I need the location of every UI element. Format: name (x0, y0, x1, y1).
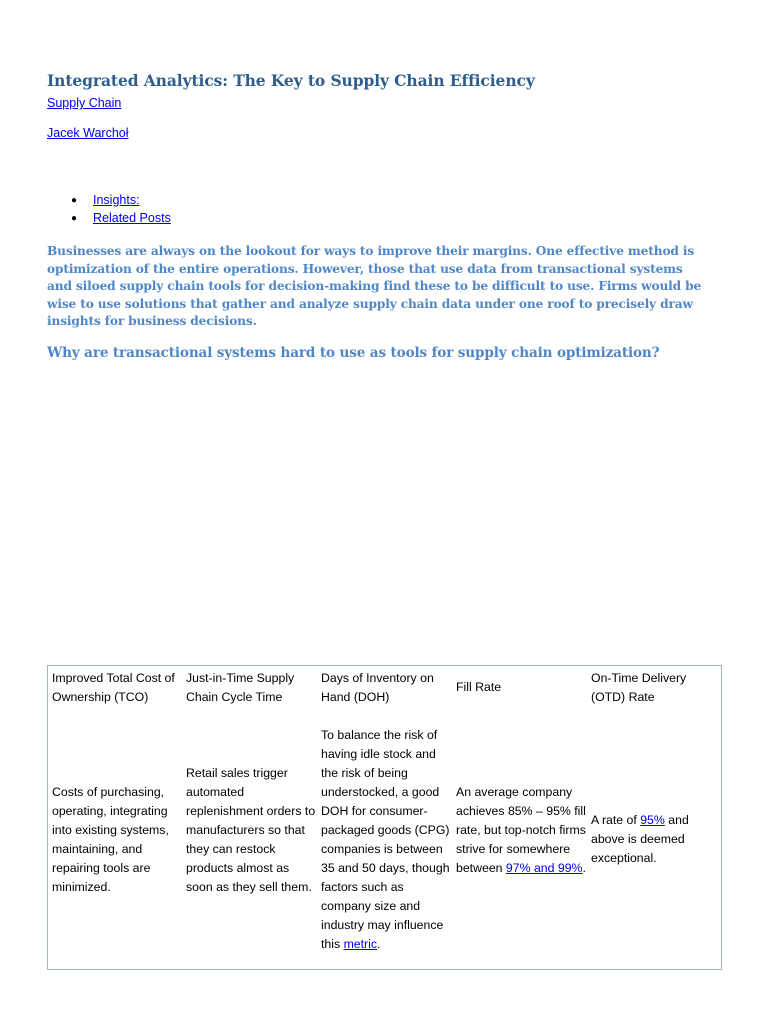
metric-header: Just-in-Time Supply Chain Cycle Time (186, 671, 295, 704)
metric-description (52, 783, 182, 897)
related-posts-link[interactable]: Related Posts (93, 210, 171, 225)
description-text: Costs of purchasing, operating, integrating into existing systems, maintaining, and repairing tools are minimized. (52, 785, 169, 894)
description-text: . (377, 937, 381, 951)
metric-header: Fill Rate (456, 680, 502, 694)
metrics-table (47, 665, 722, 970)
inline-link[interactable]: metric (343, 937, 378, 951)
description-text: An average company achieves 85% – 95% fill rate, but top-notch firms strive for somewhere between (456, 785, 586, 875)
nav-item-related-posts (47, 210, 171, 228)
article-nav (47, 192, 171, 227)
bullet-icon: ● (71, 212, 78, 224)
metric-header: Days of Inventory on Hand (DOH) (321, 671, 434, 704)
metric-header: Improved Total Cost of Ownership (TCO) (52, 671, 175, 704)
inline-link[interactable]: 97% and 99% (505, 861, 583, 875)
section-heading: Why are transactional systems hard to use as tools for supply chain optimization? (47, 345, 660, 361)
metric-description (591, 811, 721, 868)
author-link[interactable]: Jacek Warchoł (47, 126, 129, 140)
metric-description (321, 726, 451, 954)
article-title: Integrated Analytics: The Key to Supply Chain Efficiency (47, 71, 535, 90)
bullet-icon: ● (71, 195, 78, 206)
description-text: and above is deemed exceptional. (591, 813, 689, 865)
metric-description (456, 783, 586, 878)
inline-link[interactable]: 95% (640, 813, 665, 827)
metric-description (186, 764, 316, 897)
description-text: Retail sales trigger automated replenishment orders to manufacturers so that they can restock products almost as soon as they sell them. (186, 766, 316, 894)
description-text: . (582, 861, 586, 875)
intro-paragraph: Businesses are always on the lookout for ways to improve their margins. One effective method is optimization of the entire operations. However, those that use data from transactional systems and siloed supply chain tools for decision-making find these to be difficult to use. Firms would be wise to use solutions that gather and analyze supply chain data under one roof to precisely draw insights for business decisions. (47, 244, 702, 329)
insights-link[interactable]: Insights: (93, 193, 140, 207)
description-text: To balance the risk of having idle stock and the risk of being understocked, a good DOH for consumer-packaged goods (CPG) companies is between 35 and 50 days, though factors such as company size and industry may influence this (321, 728, 450, 951)
nav-item-insights (47, 192, 171, 210)
category-link[interactable]: Supply Chain (47, 96, 122, 110)
description-text: A rate of (591, 813, 641, 827)
metric-header: On-Time Delivery (OTD) Rate (591, 671, 687, 704)
